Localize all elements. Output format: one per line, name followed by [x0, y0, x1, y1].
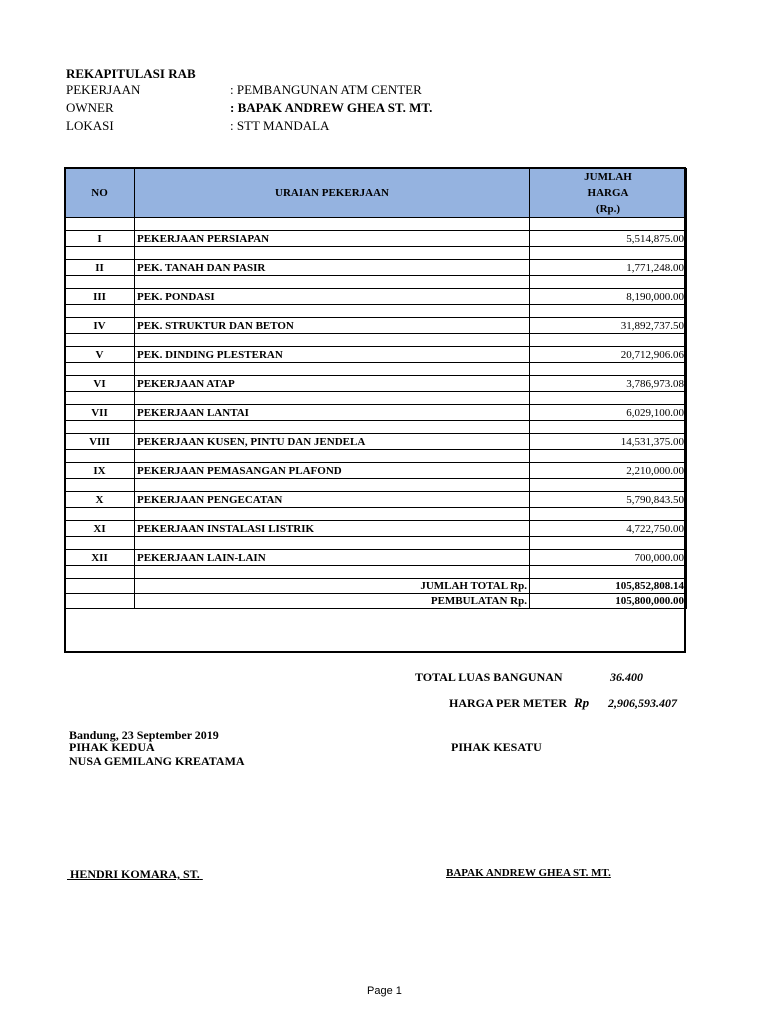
spacer-cell	[530, 508, 687, 521]
row-no: III	[65, 289, 135, 305]
table-row	[65, 289, 687, 305]
row-jumlah: 8,190,000.00	[530, 289, 687, 305]
row-no: X	[65, 492, 135, 508]
table-row	[65, 376, 687, 392]
spacer-cell	[135, 363, 530, 376]
field-value-lokasi: : STT MANDALA	[230, 118, 330, 133]
col-header-jumlah-line1: JUMLAH	[584, 171, 632, 183]
spacer-cell	[135, 276, 530, 289]
row-jumlah: 6,029,100.00	[530, 405, 687, 421]
field-label-pekerjaan: PEKERJAAN	[66, 82, 141, 97]
row-uraian: PEKERJAAN PENGECATAN	[135, 492, 530, 508]
table-row	[65, 521, 687, 537]
spacer-row	[65, 334, 687, 347]
row-jumlah: 4,722,750.00	[530, 521, 687, 537]
spacer-cell	[65, 421, 135, 434]
spacer-cell	[135, 479, 530, 492]
field-label-owner: OWNER	[66, 100, 114, 115]
spacer-cell	[530, 247, 687, 260]
document-title: REKAPITULASI RAB	[66, 66, 196, 81]
place-date: Bandung, 23 September 2019	[69, 728, 219, 742]
col-header-jumlah-line2: HARGA	[587, 187, 629, 199]
row-jumlah: 1,771,248.00	[530, 260, 687, 276]
spacer-row	[65, 218, 687, 231]
row-uraian: PEKERJAAN KUSEN, PINTU DAN JENDELA	[135, 434, 530, 450]
spacer-cell	[135, 247, 530, 260]
spacer-cell	[135, 218, 530, 231]
row-uraian: PEKERJAAN PERSIAPAN	[135, 231, 530, 247]
table-row	[65, 550, 687, 566]
spacer-cell	[135, 421, 530, 434]
row-uraian: PEK. DINDING PLESTERAN	[135, 347, 530, 363]
row-uraian: PEKERJAAN LAIN-LAIN	[135, 550, 530, 566]
table-row	[65, 318, 687, 334]
row-jumlah: 14,531,375.00	[530, 434, 687, 450]
table-row	[65, 231, 687, 247]
empty-cell	[65, 579, 135, 594]
spacer-cell	[135, 508, 530, 521]
spacer-cell	[65, 479, 135, 492]
spacer-row	[65, 508, 687, 521]
party1-signer: BAPAK ANDREW GHEA ST. MT.	[446, 867, 611, 879]
spacer-cell	[530, 537, 687, 550]
spacer-row	[65, 537, 687, 550]
spacer-row	[65, 247, 687, 260]
rounding-row	[65, 594, 687, 609]
row-jumlah: 700,000.00	[530, 550, 687, 566]
spacer-row	[65, 276, 687, 289]
row-jumlah: 20,712,906.06	[530, 347, 687, 363]
spacer-cell	[65, 334, 135, 347]
spacer-row	[65, 305, 687, 318]
field-value-pekerjaan: : PEMBANGUNAN ATM CENTER	[230, 82, 422, 97]
party1-title: PIHAK KESATU	[451, 740, 542, 754]
page-number: Page 1	[367, 985, 402, 997]
total-row-value: 105,852,808.14	[530, 579, 687, 594]
row-no: VII	[65, 405, 135, 421]
row-no: XI	[65, 521, 135, 537]
spacer-cell	[135, 305, 530, 318]
table-row	[65, 260, 687, 276]
total-row-label: JUMLAH TOTAL Rp.	[135, 579, 530, 594]
spacer-cell	[135, 450, 530, 463]
spacer-row	[65, 421, 687, 434]
row-uraian: PEK. TANAH DAN PASIR	[135, 260, 530, 276]
spacer-cell	[135, 566, 530, 579]
col-header-uraian: URAIAN PEKERJAAN	[135, 169, 530, 218]
spacer-cell	[135, 334, 530, 347]
row-uraian: PEKERJAAN LANTAI	[135, 405, 530, 421]
rounding-row-label: PEMBULATAN Rp.	[135, 594, 530, 609]
spacer-cell	[65, 218, 135, 231]
party2-signer-name: HENDRI KOMARA, ST.	[70, 867, 200, 881]
spacer-cell	[65, 508, 135, 521]
row-no: II	[65, 260, 135, 276]
row-uraian: PEK. PONDASI	[135, 289, 530, 305]
table-body	[65, 218, 687, 609]
spacer-cell	[530, 479, 687, 492]
spacer-cell	[65, 566, 135, 579]
col-header-no: NO	[65, 169, 135, 218]
spacer-cell	[530, 218, 687, 231]
harga-per-meter-value: 2,906,593.407	[608, 696, 677, 710]
spacer-cell	[65, 247, 135, 260]
spacer-cell	[530, 392, 687, 405]
row-no: I	[65, 231, 135, 247]
row-uraian: PEKERJAAN ATAP	[135, 376, 530, 392]
field-value-owner: : BAPAK ANDREW GHEA ST. MT.	[230, 100, 433, 115]
spacer-row	[65, 566, 687, 579]
harga-per-meter-label: HARGA PER METER	[449, 696, 568, 710]
row-uraian: PEKERJAAN INSTALASI LISTRIK	[135, 521, 530, 537]
rab-table	[64, 168, 687, 609]
spacer-cell	[530, 566, 687, 579]
row-no: VI	[65, 376, 135, 392]
table-row	[65, 405, 687, 421]
spacer-cell	[65, 392, 135, 405]
table-row	[65, 347, 687, 363]
col-header-jumlah	[530, 169, 687, 218]
spacer-cell	[65, 363, 135, 376]
row-no: XII	[65, 550, 135, 566]
row-uraian: PEK. STRUKTUR DAN BETON	[135, 318, 530, 334]
col-header-jumlah-line3: (Rp.)	[595, 203, 621, 215]
spacer-row	[65, 392, 687, 405]
table-row	[65, 463, 687, 479]
party2-signer	[67, 867, 203, 882]
spacer-row	[65, 450, 687, 463]
row-jumlah: 5,514,875.00	[530, 231, 687, 247]
party2-title: PIHAK KEDUA	[69, 740, 155, 754]
spacer-cell	[135, 392, 530, 405]
luas-value: 36.400	[610, 670, 643, 684]
harga-currency: Rp	[574, 695, 590, 710]
spacer-cell	[65, 450, 135, 463]
table-row	[65, 492, 687, 508]
row-no: VIII	[65, 434, 135, 450]
row-jumlah: 31,892,737.50	[530, 318, 687, 334]
spacer-cell	[530, 421, 687, 434]
row-uraian: PEKERJAAN PEMASANGAN PLAFOND	[135, 463, 530, 479]
row-jumlah: 3,786,973.08	[530, 376, 687, 392]
row-no: IV	[65, 318, 135, 334]
spacer-cell	[65, 305, 135, 318]
spacer-cell	[530, 305, 687, 318]
spacer-cell	[530, 363, 687, 376]
row-no: V	[65, 347, 135, 363]
spacer-cell	[530, 334, 687, 347]
spacer-cell	[135, 537, 530, 550]
spacer-row	[65, 363, 687, 376]
table-row	[65, 434, 687, 450]
luas-label: TOTAL LUAS BANGUNAN	[415, 670, 563, 684]
row-jumlah: 2,210,000.00	[530, 463, 687, 479]
spacer-row	[65, 479, 687, 492]
field-label-lokasi: LOKASI	[66, 118, 114, 133]
empty-cell	[65, 594, 135, 609]
spacer-cell	[65, 537, 135, 550]
spacer-cell	[530, 276, 687, 289]
row-jumlah: 5,790,843.50	[530, 492, 687, 508]
spacer-cell	[530, 450, 687, 463]
total-row	[65, 579, 687, 594]
party2-company: NUSA GEMILANG KREATAMA	[69, 754, 245, 768]
spacer-cell	[65, 276, 135, 289]
row-no: IX	[65, 463, 135, 479]
rounding-row-value: 105,800,000.00	[530, 594, 687, 609]
